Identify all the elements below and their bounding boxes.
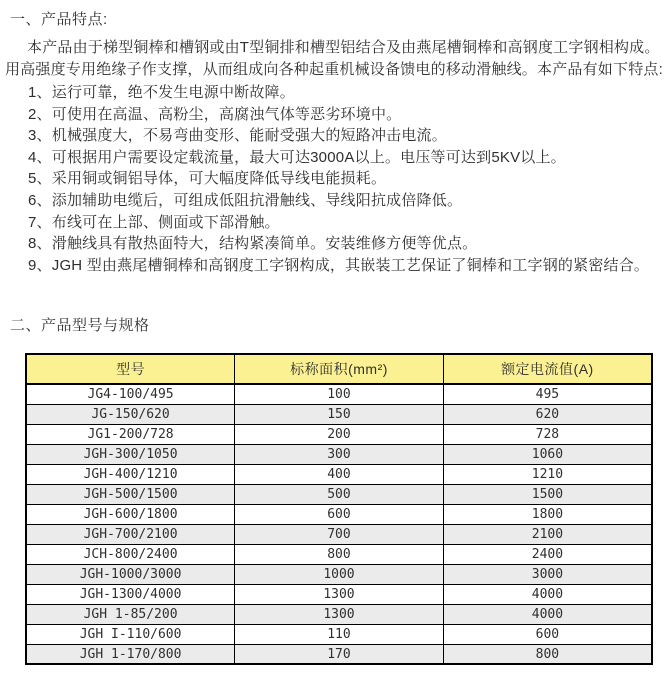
table-row	[26, 544, 652, 564]
cell-current: 1800	[443, 504, 652, 524]
feature-list	[28, 82, 672, 276]
cell-current: 3000	[443, 564, 652, 584]
cell-current: 800	[443, 644, 652, 664]
cell-area: 800	[235, 544, 444, 564]
table-row	[26, 504, 652, 524]
feature-item-3: 3、机械强度大，不易弯曲变形、能耐受强大的短路冲击电流。	[28, 127, 447, 145]
cell-model: JGH-400/1210	[26, 464, 235, 484]
cell-model: JCH-800/2400	[26, 544, 235, 564]
cell-area: 150	[235, 404, 444, 424]
cell-area: 1300	[235, 604, 444, 624]
cell-model: JGH-1300/4000	[26, 584, 235, 604]
cell-model: JGH 1-170/800	[26, 644, 235, 664]
cell-model: JGH-1000/3000	[26, 564, 235, 584]
cell-area: 300	[235, 444, 444, 464]
cell-model: JGH-500/1500	[26, 484, 235, 504]
feature-item-8: 8、滑触线具有散热面特大，结构紧凑简单。安装维修方便等优点。	[28, 235, 478, 253]
cell-model: JGH 1-85/200	[26, 604, 235, 624]
cell-current: 495	[443, 384, 652, 404]
cell-area: 110	[235, 624, 444, 644]
cell-model: JGH-300/1050	[26, 444, 235, 464]
cell-current: 728	[443, 424, 652, 444]
table-row	[26, 584, 652, 604]
table-row	[26, 444, 652, 464]
cell-current: 1500	[443, 484, 652, 504]
column-header-rated-current: 额定电流值(A)	[443, 354, 652, 384]
feature-item-4: 4、可根据用户需要设定载流量，最大可达3000A以上。电压等可达到5KV以上。	[28, 148, 566, 166]
table-row	[26, 424, 652, 444]
cell-model: JGH-700/2100	[26, 524, 235, 544]
cell-current: 2400	[443, 544, 652, 564]
cell-area: 1000	[235, 564, 444, 584]
table-row	[26, 604, 652, 624]
feature-item-9: 9、JGH 型由燕尾槽铜棒和高钢度工字钢构成，其嵌装工艺保证了铜棒和工字钢的紧密结合。	[28, 256, 650, 274]
cell-current: 1060	[443, 444, 652, 464]
column-header-model: 型号	[26, 354, 235, 384]
cell-area: 200	[235, 424, 444, 444]
feature-item-1: 1、运行可靠，绝不发生电源中断故障。	[28, 84, 295, 101]
table-row	[26, 464, 652, 484]
cell-area: 100	[235, 384, 444, 404]
cell-area: 400	[235, 464, 444, 484]
spec-table-header	[26, 354, 652, 384]
table-header-row	[26, 354, 652, 384]
cell-model: JG1-200/728	[26, 424, 235, 444]
section2-heading: 二、产品型号与规格	[10, 317, 150, 335]
table-row	[26, 624, 652, 644]
cell-current: 1210	[443, 464, 652, 484]
spec-table	[25, 353, 653, 665]
cell-area: 600	[235, 504, 444, 524]
section1-heading: 一、产品特点:	[10, 11, 108, 28]
cell-model: JG-150/620	[26, 404, 235, 424]
cell-area: 1300	[235, 584, 444, 604]
spec-table-body	[26, 384, 652, 664]
cell-area: 700	[235, 524, 444, 544]
section1-intro-paragraph: 本产品由于梯型铜棒和槽钢或由T型铜排和槽型铝结合及由燕尾槽铜棒和高钢度工字钢相构成。用高强度专用绝缘子作支撑，从而组成向各种起重机械设备馈电的移动滑触线。本产品有如下特点:	[5, 39, 663, 78]
table-row	[26, 404, 652, 424]
cell-current: 620	[443, 404, 652, 424]
table-row	[26, 644, 652, 664]
table-row	[26, 524, 652, 544]
feature-item-2: 2、可使用在高温、高粉尘，高腐浊气体等恶劣环境中。	[28, 105, 402, 123]
feature-item-6: 6、添加辅助电缆后，可组成低阻抗滑触线、导线阳抗成倍降低。	[28, 191, 463, 209]
cell-model: JGH I-110/600	[26, 624, 235, 644]
cell-current: 2100	[443, 524, 652, 544]
cell-area: 170	[235, 644, 444, 664]
document-page	[0, 10, 672, 673]
cell-model: JGH-600/1800	[26, 504, 235, 524]
cell-model: JG4-100/495	[26, 384, 235, 404]
column-header-nominal-area: 标称面积(mm²)	[235, 354, 444, 384]
table-row	[26, 384, 652, 404]
feature-item-5: 5、采用铜或铜铝导体，可大幅度降低导线电能损耗。	[28, 170, 387, 188]
cell-current: 4000	[443, 604, 652, 624]
cell-current: 4000	[443, 584, 652, 604]
cell-current: 600	[443, 624, 652, 644]
table-row	[26, 484, 652, 504]
table-row	[26, 564, 652, 584]
feature-item-7: 7、布线可在上部、侧面或下部滑触。	[28, 213, 280, 231]
cell-area: 500	[235, 484, 444, 504]
